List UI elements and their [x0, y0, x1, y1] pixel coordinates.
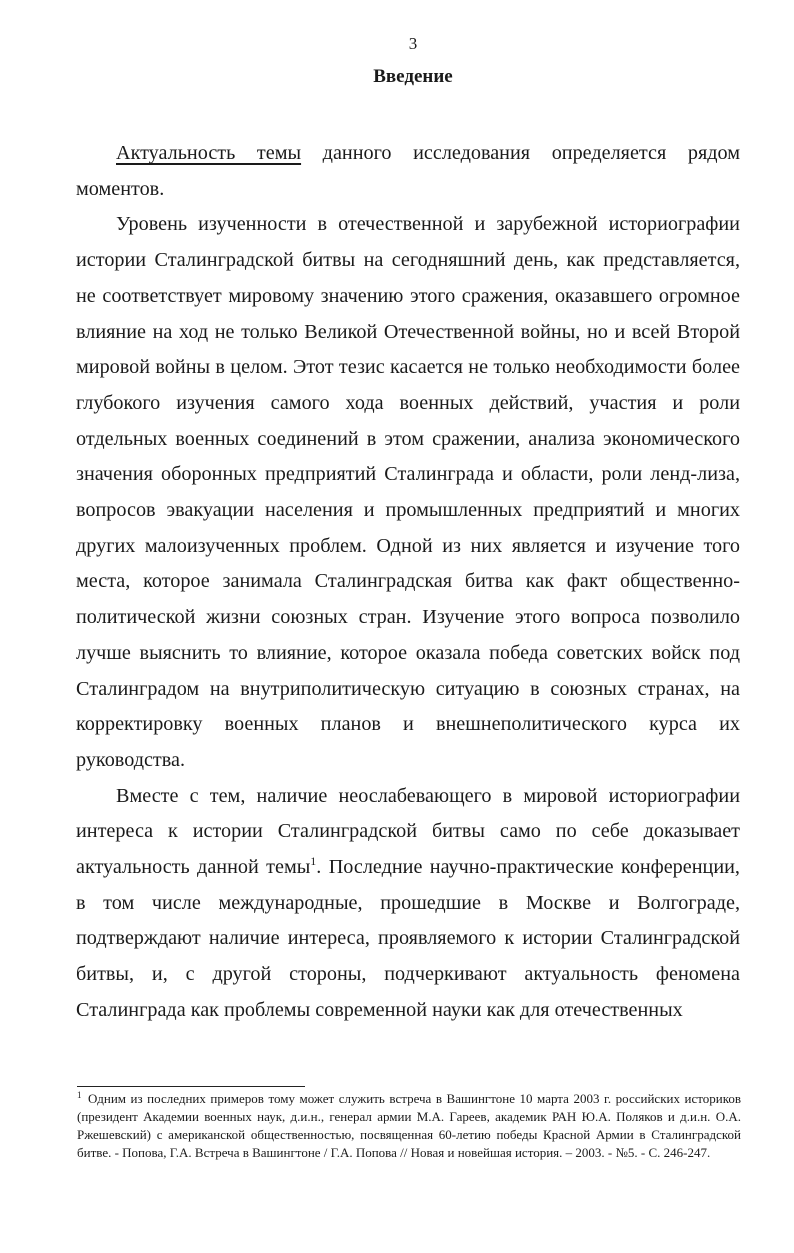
paragraph-intro — [76, 136, 740, 207]
intro-rest: данного исследования определяется рядом моментов. — [76, 142, 740, 200]
footnote-divider — [77, 1086, 305, 1087]
body-text — [76, 136, 740, 1029]
paragraph-conferences-start: Вместе с тем, наличие неослабевающего в мировой историографии интереса к истории Сталинградской битвы само по себе доказывает актуальность данной темы — [76, 784, 740, 879]
footnote-text: Одним из последних примеров тому может служить встреча в Вашингтоне 10 марта 2003 г. российских историков (президент Академии военных наук, д.и.н., генерал армии М.А. Гареев, академик РАН Ю.А. Поляков и д.и.н. О.А. Ржешевский) с американской общественностью, посвященная 60-летию победы Красной Армии в Сталинградской битве. - Попова, Г.А. Встреча в Вашингтоне / Г.А. Попова // Новая и новейшая история. – 2003. - №5. - С. 246-247. — [77, 1091, 741, 1160]
footnote-reference[interactable]: 1 — [310, 854, 317, 869]
page-number: 3 — [408, 34, 418, 53]
paragraph-conferences-end: . Последние научно-практические конференции, в том числе международные, прошедшие в Москве и Волгограде, подтверждают наличие интереса, проявляемого к истории Сталинградской битвы, и, с другой стороны, подчеркивают актуальность феномена Сталинграда как проблемы современной науки как для отечественных — [76, 856, 740, 1021]
topic-relevance-heading: Актуальность темы — [116, 142, 302, 164]
paragraph-historiography: Уровень изученности в отечественной и зарубежной историографии истории Сталинградской битвы на сегодняшний день, как представляется, не соответствует мировому значению этого сражения, оказавшего огромное влияние на ход не только Великой Отечественной войны, но и всей Второй мировой войны в целом. Этот тезис касается не только необходимости более глубокого изучения самого хода военных действий, участия и роли отдельных военных соединений в этом сражении, анализа экономического значения оборонных предприятий Сталинграда и области, роли ленд-лиза, вопросов эвакуации населения и промышленных предприятий и многих других малоизученных проблем. Одной из них является и изучение того места, которое занимала Сталинградская битва как факт общественно-политической жизни союзных стран. Изучение этого вопроса позволило лучше выяснить то влияние, которое оказала победа советских войск под Сталинградом на внутриполитическую ситуацию в союзных странах, на корректировку военных планов и внешнеполитического курса их руководства. — [76, 213, 740, 771]
paragraph-conferences — [76, 779, 740, 1029]
footnote — [77, 1090, 741, 1162]
footnote-mark: 1 — [77, 1090, 82, 1100]
page-title: Введение — [373, 66, 453, 87]
